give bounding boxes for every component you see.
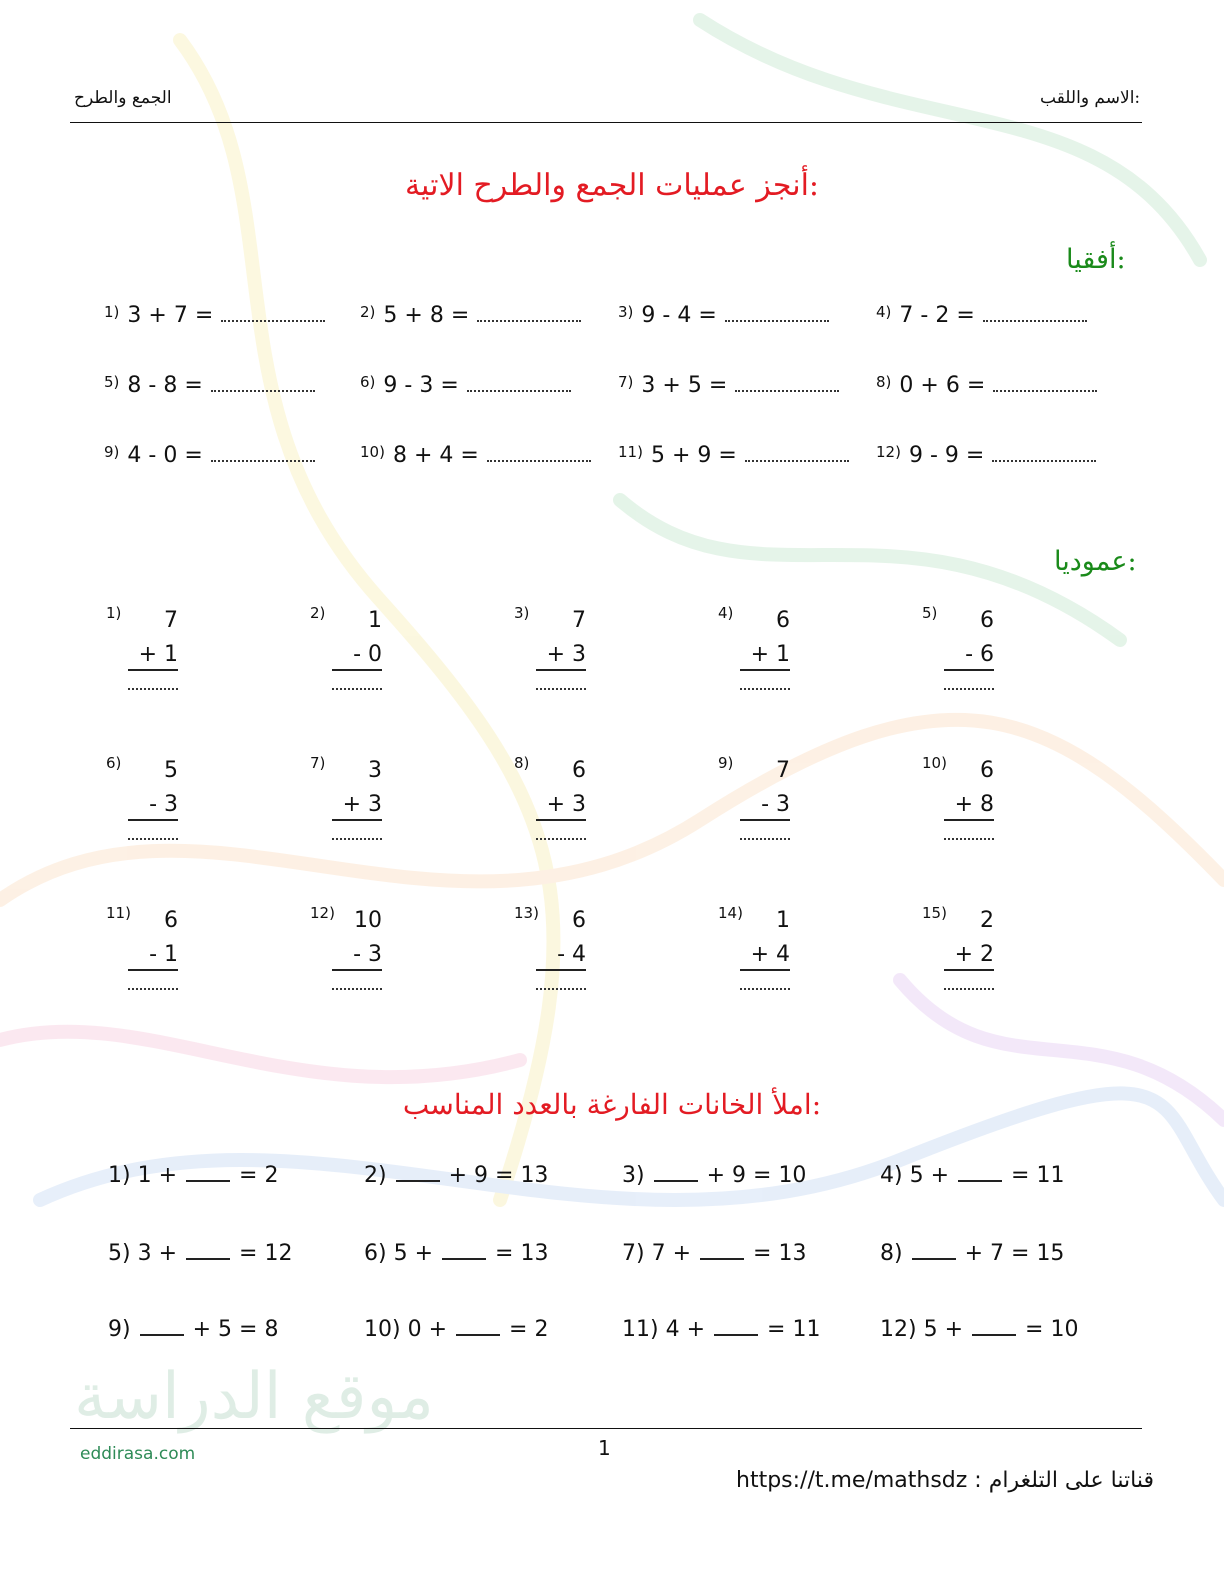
- exercise-number: 5): [922, 604, 938, 622]
- exercise-number: 8): [880, 1241, 903, 1266]
- fill-exercise: [622, 1316, 820, 1342]
- top-operand: 1: [368, 608, 382, 633]
- top-operand: 6: [980, 608, 994, 633]
- top-operand: 7: [572, 608, 586, 633]
- bottom-operand: + 4: [740, 942, 790, 971]
- answer-blank[interactable]: [745, 442, 849, 462]
- horizontal-exercise: [876, 302, 1087, 328]
- vertical-exercise: [310, 604, 410, 734]
- exercise-number: 15): [922, 904, 947, 922]
- vertical-exercise: [106, 754, 206, 884]
- exercise-expression: 9 - 4 =: [641, 303, 717, 328]
- bottom-operand: - 3: [128, 792, 178, 821]
- answer-blank[interactable]: [536, 838, 586, 840]
- fill-suffix: = 10: [1025, 1317, 1079, 1342]
- answer-blank[interactable]: [740, 688, 790, 690]
- fill-suffix: + 9 = 13: [448, 1163, 549, 1188]
- telegram-link[interactable]: https://t.me/mathsdz : قناتنا على التلغرام: [736, 1468, 1154, 1493]
- answer-blank[interactable]: [186, 1162, 230, 1182]
- answer-blank[interactable]: [944, 688, 994, 690]
- horizontal-exercise: [876, 442, 1096, 468]
- top-operand: 6: [980, 758, 994, 783]
- exercise-number: 8): [514, 754, 530, 772]
- fill-suffix: + 5 = 8: [192, 1317, 279, 1342]
- exercise-number: 8): [876, 373, 892, 391]
- vertical-exercise: [310, 904, 410, 1034]
- exercise-number: 14): [718, 904, 743, 922]
- vertical-exercise: [310, 754, 410, 884]
- exercise-expression: 5 + 8 =: [383, 303, 470, 328]
- fill-prefix: 4 +: [665, 1317, 706, 1342]
- answer-blank[interactable]: [140, 1316, 184, 1336]
- fill-exercise: [364, 1162, 548, 1188]
- exercise-number: 9): [108, 1317, 131, 1342]
- exercise-number: 1): [106, 604, 122, 622]
- exercise-number: 3): [622, 1163, 645, 1188]
- horizontal-exercise: [360, 372, 571, 398]
- horizontal-exercise: [618, 302, 829, 328]
- top-operand: 6: [776, 608, 790, 633]
- exercise-number: 6): [106, 754, 122, 772]
- fill-prefix: 5 +: [909, 1163, 950, 1188]
- exercise-number: 11): [622, 1317, 659, 1342]
- horizontal-exercise: [618, 372, 839, 398]
- fill-exercise: [364, 1316, 548, 1342]
- answer-blank[interactable]: [958, 1162, 1002, 1182]
- top-operand: 6: [572, 908, 586, 933]
- horizontal-exercise: [104, 302, 325, 328]
- bottom-operand: + 3: [536, 642, 586, 671]
- answer-blank[interactable]: [912, 1240, 956, 1260]
- exercise-number: 12): [310, 904, 335, 922]
- exercise-number: 2): [364, 1163, 387, 1188]
- top-operand: 7: [776, 758, 790, 783]
- answer-blank[interactable]: [944, 838, 994, 840]
- fill-prefix: 3 +: [137, 1241, 178, 1266]
- exercise-number: 7): [618, 373, 634, 391]
- exercise-expression: 9 - 3 =: [383, 373, 459, 398]
- exercise-expression: 9 - 9 =: [908, 443, 985, 468]
- vertical-exercise: [514, 754, 614, 884]
- fill-exercise: [364, 1240, 548, 1266]
- vertical-exercise: [922, 754, 1022, 884]
- answer-blank[interactable]: [467, 372, 571, 392]
- answer-blank[interactable]: [735, 372, 839, 392]
- answer-blank[interactable]: [536, 688, 586, 690]
- answer-blank[interactable]: [992, 442, 1096, 462]
- fill-exercise: [880, 1316, 1078, 1342]
- answer-blank[interactable]: [487, 442, 591, 462]
- bottom-operand: + 3: [536, 792, 586, 821]
- exercise-number: 2): [310, 604, 326, 622]
- fill-prefix: 0 +: [407, 1317, 448, 1342]
- bottom-operand: - 6: [944, 642, 994, 671]
- answer-blank[interactable]: [396, 1162, 440, 1182]
- answer-blank[interactable]: [332, 988, 382, 990]
- answer-blank[interactable]: [740, 988, 790, 990]
- top-operand: 7: [164, 608, 178, 633]
- top-operand: 5: [164, 758, 178, 783]
- answer-blank[interactable]: [128, 838, 178, 840]
- fill-suffix: = 2: [509, 1317, 549, 1342]
- bottom-operand: + 8: [944, 792, 994, 821]
- fill-suffix: + 7 = 15: [964, 1241, 1065, 1266]
- bottom-operand: + 1: [128, 642, 178, 671]
- exercise-number: 6): [360, 373, 376, 391]
- exercise-number: 4): [718, 604, 734, 622]
- answer-blank[interactable]: [654, 1162, 698, 1182]
- fill-exercise: [622, 1240, 806, 1266]
- fill-title: املأ الخانات الفارغة بالعدد المناسب:: [402, 1088, 822, 1121]
- site-logo: موقع الدراسة: [74, 1360, 434, 1434]
- answer-blank[interactable]: [128, 988, 178, 990]
- exercise-number: 2): [360, 303, 376, 321]
- horizontal-exercise: [360, 442, 591, 468]
- top-operand: 10: [354, 908, 382, 933]
- exercise-number: 12): [876, 443, 901, 461]
- fill-prefix: 1 +: [137, 1163, 178, 1188]
- exercise-number: 7): [622, 1241, 645, 1266]
- answer-blank[interactable]: [944, 988, 994, 990]
- answer-blank[interactable]: [211, 442, 315, 462]
- vertical-exercise: [718, 904, 818, 1034]
- exercise-number: 9): [104, 443, 120, 461]
- exercise-number: 10): [922, 754, 947, 772]
- header-name-field: الاسم واللقب:: [1040, 88, 1141, 108]
- vertical-exercise: [106, 604, 206, 734]
- bottom-operand: - 1: [128, 942, 178, 971]
- horizontal-exercise: [876, 372, 1097, 398]
- exercise-number: 11): [618, 443, 643, 461]
- exercise-number: 4): [876, 303, 892, 321]
- exercise-expression: 3 + 5 =: [641, 373, 728, 398]
- vertical-exercise: [514, 604, 614, 734]
- exercise-expression: 8 + 4 =: [392, 443, 479, 468]
- answer-blank[interactable]: [725, 302, 829, 322]
- exercise-expression: 8 - 8 =: [127, 373, 203, 398]
- fill-prefix: 7 +: [651, 1241, 692, 1266]
- page-number: 1: [598, 1436, 611, 1460]
- exercise-number: 1): [104, 303, 120, 321]
- answer-blank[interactable]: [740, 838, 790, 840]
- fill-prefix: 5 +: [393, 1241, 434, 1266]
- exercise-expression: 4 - 0 =: [127, 443, 203, 468]
- fill-suffix: = 12: [239, 1241, 293, 1266]
- page-title: أنجز عمليات الجمع والطرح الاتية:: [404, 168, 820, 203]
- exercise-number: 4): [880, 1163, 903, 1188]
- fill-suffix: + 9 = 10: [706, 1163, 807, 1188]
- bottom-operand: - 4: [536, 942, 586, 971]
- horizontal-exercise: [360, 302, 581, 328]
- fill-suffix: = 11: [1011, 1163, 1065, 1188]
- exercise-number: 5): [104, 373, 120, 391]
- exercise-number: 10): [364, 1317, 401, 1342]
- bottom-operand: + 2: [944, 942, 994, 971]
- section-vertical-label: عموديا:: [1054, 546, 1137, 577]
- vertical-exercise: [514, 904, 614, 1034]
- header-rule: [70, 122, 1142, 123]
- exercise-number: 12): [880, 1317, 917, 1342]
- horizontal-exercise: [104, 442, 315, 468]
- vertical-exercise: [922, 604, 1022, 734]
- exercise-number: 6): [364, 1241, 387, 1266]
- exercise-expression: 5 + 9 =: [650, 443, 737, 468]
- answer-blank[interactable]: [332, 838, 382, 840]
- exercise-number: 3): [618, 303, 634, 321]
- answer-blank[interactable]: [700, 1240, 744, 1260]
- fill-exercise: [108, 1162, 278, 1188]
- answer-blank[interactable]: [221, 302, 325, 322]
- fill-prefix: 5 +: [923, 1317, 964, 1342]
- exercise-number: 1): [108, 1163, 131, 1188]
- top-operand: 1: [776, 908, 790, 933]
- answer-blank[interactable]: [993, 372, 1097, 392]
- exercise-number: 3): [514, 604, 530, 622]
- answer-blank[interactable]: [714, 1316, 758, 1336]
- exercise-expression: 7 - 2 =: [899, 303, 975, 328]
- footer-rule: [70, 1428, 1142, 1429]
- top-operand: 2: [980, 908, 994, 933]
- fill-exercise: [880, 1162, 1064, 1188]
- fill-exercise: [108, 1316, 278, 1342]
- answer-blank[interactable]: [983, 302, 1087, 322]
- bottom-operand: - 0: [332, 642, 382, 671]
- answer-blank[interactable]: [186, 1240, 230, 1260]
- site-url: eddirasa.com: [80, 1444, 196, 1464]
- bottom-operand: - 3: [332, 942, 382, 971]
- fill-exercise: [622, 1162, 806, 1188]
- answer-blank[interactable]: [972, 1316, 1016, 1336]
- fill-suffix: = 2: [239, 1163, 279, 1188]
- fill-suffix: = 13: [495, 1241, 549, 1266]
- top-operand: 6: [164, 908, 178, 933]
- answer-blank[interactable]: [332, 688, 382, 690]
- exercise-expression: 3 + 7 =: [127, 303, 214, 328]
- vertical-exercise: [718, 754, 818, 884]
- exercise-number: 5): [108, 1241, 131, 1266]
- exercise-expression: 0 + 6 =: [899, 373, 986, 398]
- vertical-exercise: [106, 904, 206, 1034]
- answer-blank[interactable]: [211, 372, 315, 392]
- horizontal-exercise: [618, 442, 849, 468]
- exercise-number: 9): [718, 754, 734, 772]
- exercise-number: 13): [514, 904, 539, 922]
- fill-suffix: = 13: [753, 1241, 807, 1266]
- bottom-operand: + 1: [740, 642, 790, 671]
- answer-blank[interactable]: [456, 1316, 500, 1336]
- answer-blank[interactable]: [128, 688, 178, 690]
- top-operand: 6: [572, 758, 586, 783]
- bottom-operand: + 3: [332, 792, 382, 821]
- exercise-number: 11): [106, 904, 131, 922]
- section-horizontal-label: أفقيا:: [1066, 244, 1126, 275]
- vertical-exercise: [922, 904, 1022, 1034]
- fill-suffix: = 11: [767, 1317, 821, 1342]
- answer-blank[interactable]: [477, 302, 581, 322]
- horizontal-exercise: [104, 372, 315, 398]
- answer-blank[interactable]: [536, 988, 586, 990]
- exercise-number: 10): [360, 443, 385, 461]
- fill-exercise: [108, 1240, 292, 1266]
- header-topic: الجمع والطرح: [74, 88, 172, 108]
- exercise-number: 7): [310, 754, 326, 772]
- bottom-operand: - 3: [740, 792, 790, 821]
- top-operand: 3: [368, 758, 382, 783]
- vertical-exercise: [718, 604, 818, 734]
- answer-blank[interactable]: [442, 1240, 486, 1260]
- fill-exercise: [880, 1240, 1064, 1266]
